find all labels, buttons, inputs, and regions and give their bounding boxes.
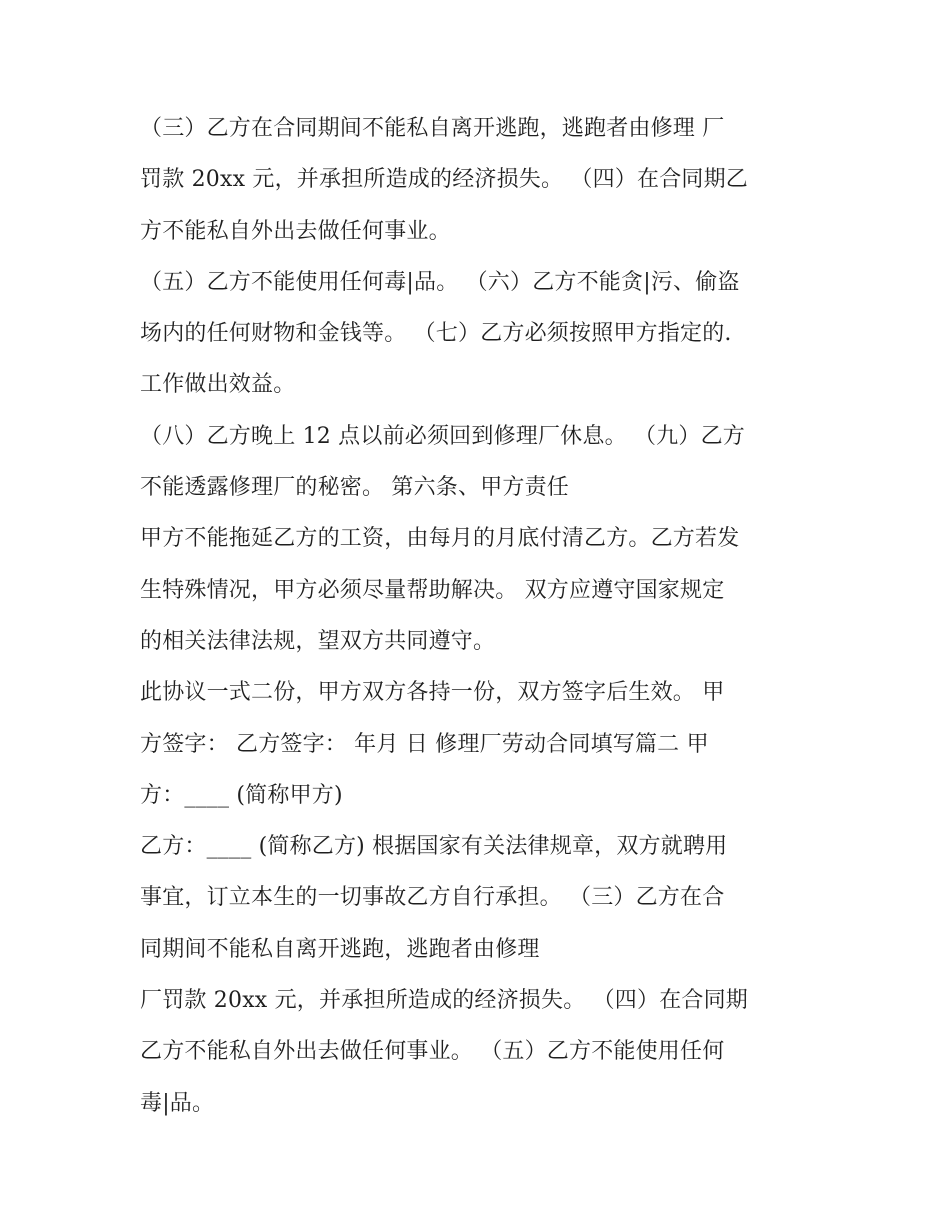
- text-line: 毒|品。: [140, 1090, 215, 1116]
- text-line: 同期间不能私自离开逃跑，逃跑者由修理: [140, 936, 540, 962]
- text-line: （三）乙方在合同期间不能私自离开逃跑，逃跑者由修理 厂: [140, 116, 725, 141]
- text-line: 不能透露修理厂的秘密。 第六条、甲方责任: [140, 475, 569, 501]
- text-line: 此协议一式二份，甲方双方各持一份，双方签字后生效。 甲: [140, 680, 725, 706]
- text-line: （八）乙方晚上 12 点以前必须回到修理厂休息。 （九）乙方: [140, 423, 745, 449]
- text-line: 罚款 20xx 元，并承担所造成的经济损失。 （四）在合同期乙: [140, 167, 748, 193]
- text-line: 事宜，订立本生的一切事故乙方自行承担。 （三）乙方在合: [140, 885, 725, 911]
- text-line: 甲方不能拖延乙方的工资，由每月的月底付清乙方。乙方若发: [140, 526, 740, 552]
- text-line: 方签字： 乙方签字： 年月 日 修理厂劳动合同填写篇二 甲: [140, 731, 709, 757]
- text-line: 厂罚款 20xx 元，并承担所造成的经济损失。 （四）在合同期: [140, 988, 748, 1014]
- text-line: 乙方：____ (简称乙方) 根据国家有关法律规章，双方就聘用: [140, 834, 728, 860]
- text-line: 的相关法律法规，望双方共同遵守。: [140, 628, 496, 654]
- text-line: 生特殊情况，甲方必须尽量帮助解决。 双方应遵守国家规定: [140, 577, 725, 603]
- text-line: 乙方不能私自外出去做任何事业。 （五）乙方不能使用任何: [140, 1039, 725, 1065]
- document-body: [140, 103, 830, 1129]
- text-line: 方不能私自外出去做任何事业。: [140, 218, 451, 244]
- text-line: 方：____ (简称甲方): [140, 782, 343, 808]
- text-line: （五）乙方不能使用任何毒|品。 （六）乙方不能贪|污、偷盗: [140, 269, 740, 295]
- text-line: 工作做出效益。: [140, 372, 296, 398]
- text-line: 场内的任何财物和金钱等。 （七）乙方必须按照甲方指定的.: [140, 321, 732, 347]
